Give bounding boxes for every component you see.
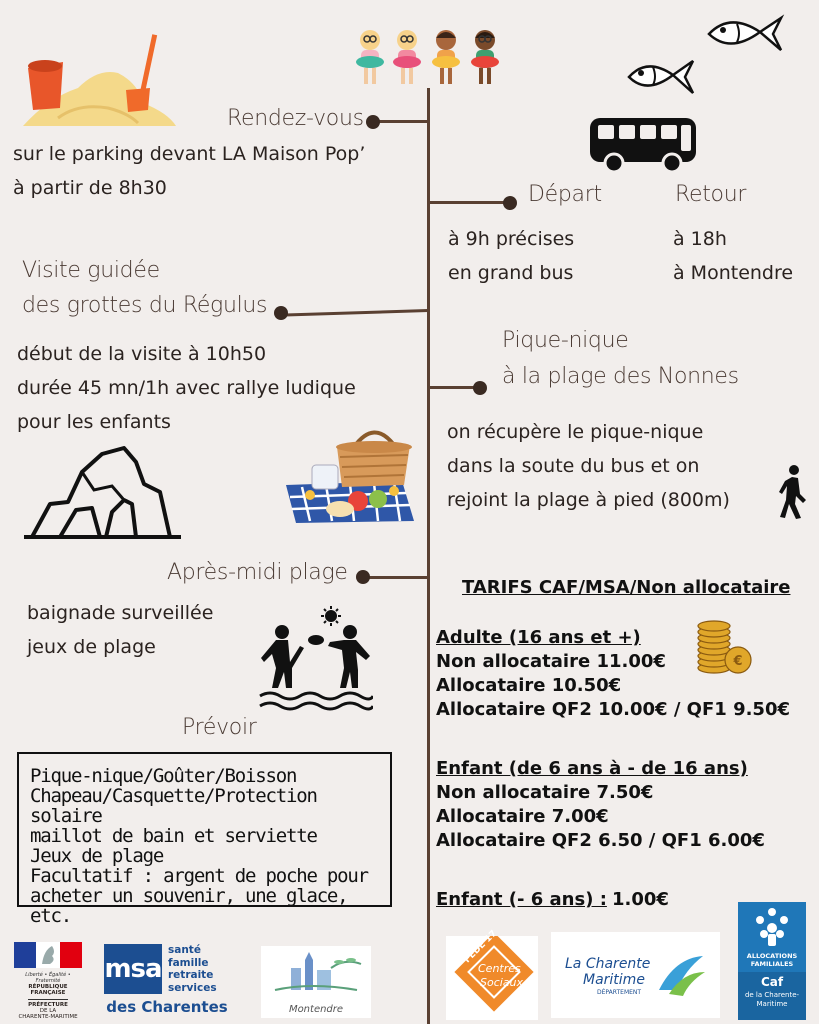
tarifs-adulte-label: Adulte (16 ans et +) [436, 627, 641, 648]
tarif-line: Non allocataire 7.50€ [436, 782, 654, 803]
cave-icon [20, 442, 185, 542]
kids-swimming-icon [352, 24, 507, 88]
apresmidi-line1: baignade surveillée [27, 602, 214, 624]
piquenique-line1: on récupère le pique-nique [447, 421, 704, 443]
msa-region: des Charentes [106, 998, 228, 1016]
prevoir-heading: Prévoir [182, 715, 257, 740]
piquenique-heading-1: Pique-nique [502, 328, 629, 353]
visite-heading-1: Visite guidée [22, 258, 160, 283]
picnic-basket-icon [282, 425, 417, 525]
tarifs-petit-block [436, 888, 669, 912]
prevoir-item: Chapeau/Casquette/Protection solaire [30, 785, 317, 827]
prevoir-item: acheter un souvenir, une glace, etc. [30, 885, 348, 927]
rendezvous-heading: Rendez-vous [227, 106, 364, 131]
caf-logo [738, 902, 806, 1020]
caf-line1: ALLOCATIONS [746, 952, 798, 960]
msa-famille: famille [168, 956, 209, 969]
fish-icon-small [625, 55, 697, 99]
timeline-dot-visite [274, 306, 288, 320]
tarif-line: Allocataire 7.00€ [436, 806, 609, 827]
prefecture-logo [14, 942, 82, 1020]
depart-line1: à 9h précises [448, 228, 575, 250]
msa-services: services [168, 981, 217, 994]
prevoir-item: Pique-nique/Goûter/Boisson [30, 765, 297, 787]
tarifs-enfant-block [436, 757, 765, 853]
fede-sociaux: Sociaux [480, 976, 524, 989]
charente-line1: La Charente [565, 956, 651, 972]
prevoir-box [17, 752, 392, 927]
fede-centres-sociaux-logo [446, 928, 538, 1020]
tarifs-petit-price: 1.00€ [612, 889, 669, 910]
tarif-line: Allocataire QF2 10.00€ / QF1 9.50€ [436, 699, 791, 720]
montendre-name: Montendre [288, 1004, 344, 1015]
montendre-logo [261, 946, 371, 1018]
visite-line1: début de la visite à 10h50 [17, 343, 267, 365]
fede-centres: Centres [478, 962, 521, 975]
piquenique-heading-2: à la plage des Nonnes [502, 364, 739, 389]
msa-mark: msa [104, 944, 162, 994]
tarifs-enfant-label: Enfant (de 6 ans à - de 16 ans) [436, 758, 748, 779]
timeline-dot-rendezvous [366, 115, 380, 129]
depart-line2: en grand bus [448, 262, 574, 284]
caf-line2: FAMILIALES [750, 960, 794, 968]
svg-text:€: € [733, 654, 743, 669]
prefecture-motto: Liberté • Égalité • Fraternité [25, 972, 71, 984]
msa-logo [104, 942, 230, 1020]
prevoir-item: Jeux de plage [30, 845, 164, 867]
caf-line4: de la Charente- [744, 991, 800, 999]
prefecture-dept: CHARENTE-MARITIME [18, 1014, 78, 1020]
piquenique-line2: dans la soute du bus et on [447, 455, 700, 477]
tarifs-petit-label: Enfant (- 6 ans) : [436, 889, 607, 910]
prevoir-item: Facultatif : argent de poche pour [30, 865, 368, 887]
prefecture-republique: RÉPUBLIQUE FRANÇAISE [28, 984, 68, 996]
timeline-branch-visite [281, 309, 428, 317]
tarifs-title: TARIFS CAF/MSA/Non allocataire [462, 577, 791, 598]
rendezvous-line1: sur le parking devant LA Maison Pop’ [13, 143, 366, 165]
visite-line3: pour les enfants [17, 411, 171, 433]
msa-sante: santé [168, 944, 201, 956]
msa-retraite: retraite [168, 969, 214, 981]
timeline-dot-piquenique [473, 381, 487, 395]
apresmidi-line2: jeux de plage [27, 636, 156, 658]
beach-play-icon [258, 606, 373, 714]
sandcastle-icon [18, 28, 178, 133]
bus-icon [588, 114, 700, 174]
depart-heading: Départ [528, 182, 602, 207]
marianne-flag-icon [14, 942, 82, 968]
tarif-line: Non allocataire 11.00€ [436, 651, 666, 672]
retour-heading: Retour [675, 182, 747, 207]
prefecture-dela: DE LA [39, 1008, 57, 1014]
timeline-branch-depart [428, 201, 510, 204]
prefecture-label: PRÉFECTURE [28, 1002, 68, 1008]
montendre-town-icon [261, 946, 371, 1000]
visite-heading-2: des grottes du Régulus [22, 293, 268, 318]
timeline-branch-rendezvous [373, 120, 428, 123]
walking-person-icon [776, 464, 810, 520]
visite-line2: durée 45 mn/1h avec rallye ludique [17, 377, 356, 399]
rendezvous-line2: à partir de 8h30 [13, 177, 167, 199]
charente-maritime-logo [551, 932, 720, 1018]
charente-bird-icon [655, 950, 707, 1000]
retour-line2: à Montendre [673, 262, 794, 284]
tarif-line: Allocataire 10.50€ [436, 675, 622, 696]
fede-label: FÉDÉ 17 [462, 928, 500, 966]
fish-icon [705, 10, 785, 58]
timeline-dot-depart [503, 196, 517, 210]
apresmidi-heading: Après-midi plage [167, 560, 348, 585]
prevoir-item: maillot de bain et serviette [30, 825, 317, 847]
caf-people-icon [750, 906, 794, 950]
retour-line1: à 18h [673, 228, 727, 250]
coins-icon [692, 618, 754, 676]
timeline-branch-apresmidi [363, 576, 428, 579]
caf-line5: Maritime [756, 1000, 788, 1008]
timeline-line [427, 88, 430, 1024]
timeline-dot-apresmidi [356, 570, 370, 584]
caf-name: Caf [760, 975, 784, 989]
piquenique-line3: rejoint la plage à pied (800m) [447, 489, 730, 511]
charente-line3: DÉPARTEMENT [597, 989, 642, 996]
tarif-line: Allocataire QF2 6.50 / QF1 6.00€ [436, 830, 765, 851]
charente-line2: Maritime [583, 972, 645, 988]
